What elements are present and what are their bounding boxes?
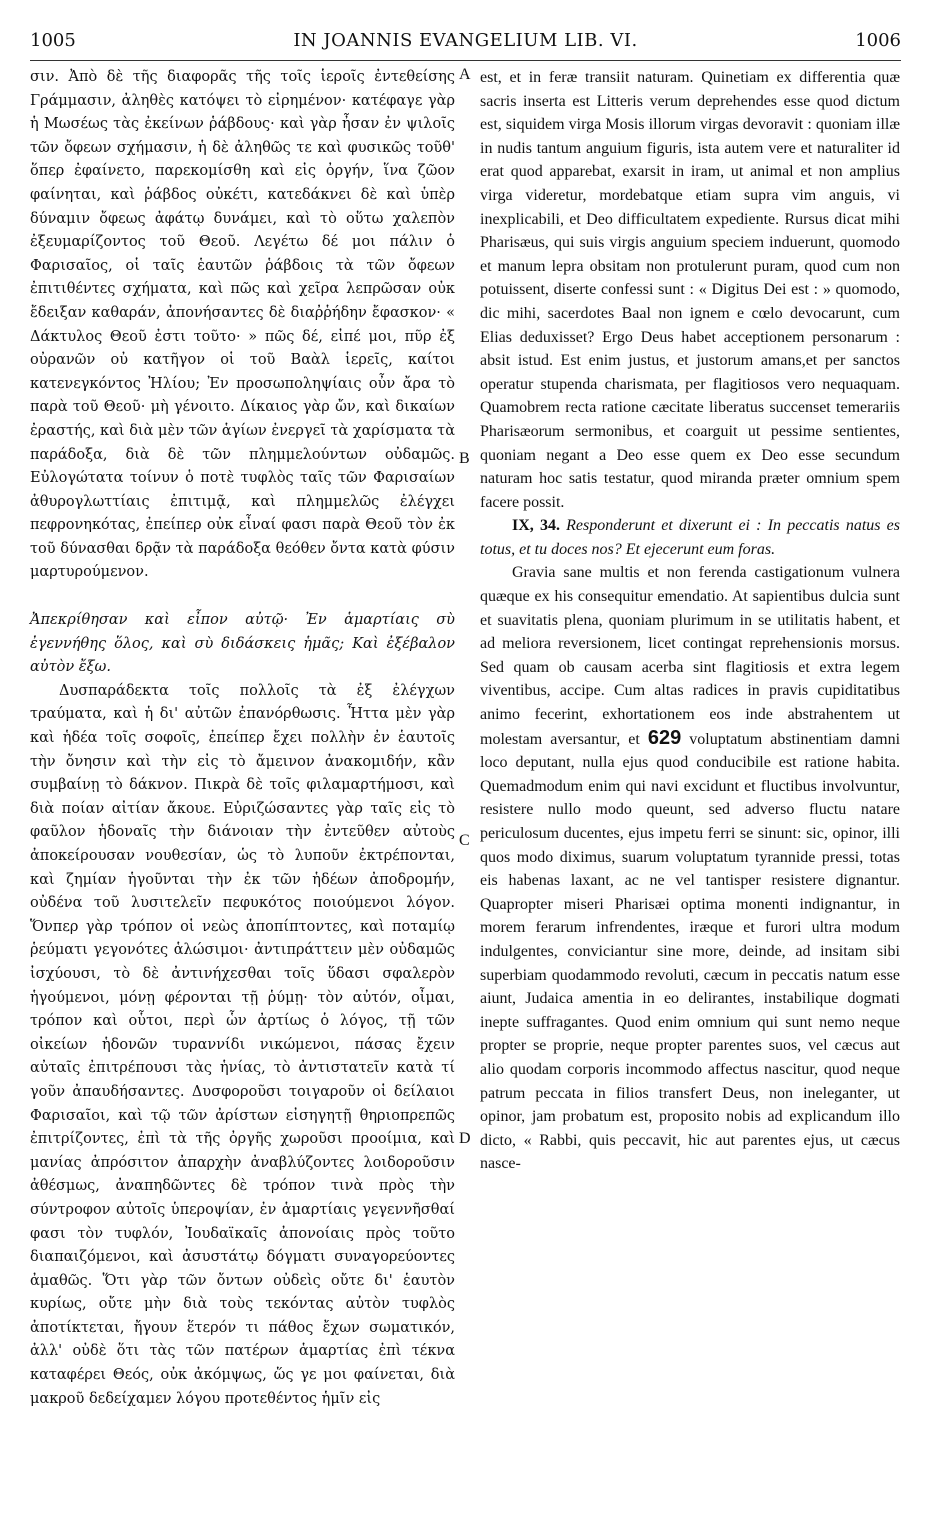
greek-lemma: Ἀπεκρίθησαν καὶ εἶπον αὐτῷ· Ἐν ἁμαρτίαις σὺ ἐγεννήθης ὅλος, καὶ σὺ διδάσκεις ἡμᾶς; Καὶ ἐξέβαλον αὐτὸν ἔξω. (30, 612, 455, 676)
latin-paragraph-2 (480, 561, 900, 1175)
greek-paragraph-1: σιν. Ἀπὸ δὲ τῆς διαφορᾶς τῆς τοῖς ἱεροῖς ἐντεθείσης Γράμμασιν, ἀληθὲς κατόψει τὸ εἰρημένον· κατέφαγε γὰρ ἡ Μωσέως τὰς ἐκείνων ῥάβδους· καὶ γὰρ ἦσαν ἐν ψιλοῖς τῶν ὄφεων σχήμασιν, ἡ δὲ ἀληθῶς τε καὶ φυσικῶς τοῦθ' ὅπερ ἐφαίνετο, παρεκομίσθη καὶ εἰς ὀργήν, ἵνα ζῶον φαίνηται, καὶ ῥάβδος οὐκέτι, κατεδάκνει δὲ καὶ ὑπὲρ δύναμιν ὄφεως ἀφάτῳ δυνάμει, καὶ τὸ οὕτω χαλεπὸν ἐξευμαρίζοντος τοῦ Θεοῦ. Λεγέτω δέ μοι πάλιν ὁ Φαρισαῖος, οἱ ταῖς ἑαυτῶν ῥάβδοις τὰ τῶν ὄφεων ἐπιτιθέντες σχήματα, καὶ πῶς καὶ χεῖρα λεπρῶσαν οὐκ ἔδειξαν καθαράν, ἀπονήσαντες δὲ διαῤῥήδην ἔφασκον· « Δάκτυλος Θεοῦ ἐστι τοῦτο· » πῶς δέ, εἰπέ μοι, πῦρ ἐξ οὐρανῶν οὐ κατῆγον οἱ τοῦ Βαὰλ ἱερεῖς, καίτοι κατενεγκόντος Ἠλίου; Ἐν προσωποληψίαις οὖν ἄρα τὸ παρὰ τοῦ Θεοῦ· μὴ γένοιτο. Δίκαιος γὰρ ὤν, καὶ δικαίων ἐραστής, καὶ διὰ μὲν τῶν ἁγίων ἐνεργεῖ τὰ χαρίσματα τὰ παράδοξα, διὰ δὲ τῶν πλημμελούντων οὐδαμῶς. Εὐλογώτατα τοίνυν ὁ ποτὲ τυφλὸς ταῖς τῶν Φαρισαίων ἀθυρογλωττίαις ἐπιτιμᾷ, καὶ πλημμελῶς ἐλέγχει πεφρονηκότας, ἐπείπερ οὐκ εἶναί φασι παρὰ Θεοῦ τὸν ἐκ τοῦ δύνασθαι δρᾷν τὰ παράδοξα θεόθεν ὄντα κατὰ φύσιν μαρτυρούμενον. (30, 69, 455, 581)
margin-marker-d: D (459, 1130, 471, 1147)
latin-lemma: Responderunt et dixerunt ei : In peccatis natus es totus, et tu doces nos? Et ejecerunt eum foras. (480, 517, 900, 558)
latin-paragraph-2-part-2: voluptatum abstinentiam damni loco deputant, nulla ejus quod conducibile est ratione habita. Quemadmodum enim qui navi excidunt et fluctibus involvuntur, resistere nullo modo queunt, sed adverso fluctu natare periculosum ducentes, ejus impetu ferri se sinunt: sic, opinor, illi quos modo diximus, suarum voluptatum tyrannide pressi, totas eis habenas laxant, ac ne vel tantisper resistere dignantur. Quapropter miseri Pharisæi optima monenti indignantur, in morem ferarum infrendentes, iræque et furori ultra modum indulgentes, conviciantur sine more, deinde, ad insitam sibi superbiam quodammodo revoluti, cæcum in peccatis natum esse aiunt, Judaica amentia in eo delirantes, instabilique dogmati inepte suffragantes. Quod enim omnium qui sunt nemo neque propter se proprie, neque propter parentes suos, vel cæcus aut alio quodam corporis incommodo affectus nascitur, quod neque patrum peccata in filios transfert Deus, non ineleganter, ut opinor, jam probatum est, proposito nobis ad explicandum illo dicto, « Rabbi, quis peccavit, hic aut parentes ejus, ut cæcus nasce- (480, 730, 901, 1173)
lemma-reference: IX, 34. (512, 517, 560, 535)
running-header (30, 30, 901, 54)
page-number-right: 1006 (855, 30, 901, 51)
latin-paragraph-1: est, et in feræ transiit naturam. Quinetiam ex differentia quæ sacris inserta est Litteris verum deprehendes esse quod dictum est, siquidem virga Mosis illorum virgas devoravit : quoniam illæ in nudis tantum anguium figuris, ista autem vere et naturaliter id erat quod apparebat, exarsit in iram, ut animal et non amplius virga videretur, mordebatque etiam supra vim anguis, vi inexplicabili, et Deo difficultatem expediente. Rursus dicat mihi Pharisæus, qui suis virgis anguium speciem induerunt, quomodo et manum lepra obsitam non protulerunt puram, quod cum non potuissent, diserte confessi sunt : « Digitus Dei est : » quomodo, dic mihi, sacerdotes Baal non ignem e cœlo devocarunt, cum Elias deduxisset? Ergo Deus habet acceptionem personarum : absit istud. Est enim justus, et justorum amans,et per sanctos operatur stupenda charismata, per flagitiosos vero nequaquam. Quamobrem recta ratione cæcitate liberatus succenset temerariis Pharisæorum sermonibus, et coarguit ut pessime sentientes, quoniam negant a Deo esse quem ex Deo esse secundum naturam hoc satis testatur, quod miranda præter omnium spem facere possit. (480, 69, 900, 511)
latin-column (480, 66, 900, 1176)
running-title: IN JOANNIS EVANGELIUM LIB. VI. (293, 30, 638, 51)
latin-paragraph-2-part-1: Gravia sane multis et non ferenda castigationum vulnera quæque ex his consequitur emendatio. At sapientibus dulcia sunt et suavitatis plena, quoniam plurimum in se utilitatis habent, et ad meliora reversionem, licet contingat reprehensionis morsus. Sed quam ob causam acerba sint flagitiosis et extra legem viventibus, accipe. Cum altas radices in pravis cupiditatibus animo fecerint, exhortationem eos inde abstrahentem ut molestam aversantur, et (480, 564, 900, 748)
greek-column (30, 66, 455, 1411)
margin-marker-c: C (459, 832, 470, 849)
column-number: 629 (647, 726, 682, 749)
margin-marker-a: A (459, 66, 471, 83)
greek-paragraph-2: Δυσπαράδεκτα τοῖς πολλοῖς τὰ ἐξ ἐλέγχων τραύματα, καὶ ἡ δι' αὐτῶν ἐπανόρθωσις. Ἧττα μὲν γὰρ καὶ ἡδέα τοῖς σοφοῖς, ἐπείπερ ἔχει πολλὴν ἐν ἑαυτοῖς τὴν ὄνησιν καὶ τὴν εἰς τὸ ἄμεινον ἀνακομιδήν, κἂν συμβαίνῃ τὸ δάκνον. Πικρὰ δὲ τοῖς φιλαμαρτήμοσι, καὶ διὰ ποίαν αἰτίαν ἄκουε. Εὐριζώσαντες γὰρ ταῖς εἰς τὸ φαῦλον ἡδοναῖς τὴν διάνοιαν τὴν ἐντεῦθεν αὐτοὺς ἀποκείρουσαν νουθεσίαν, ὡς τὸ λυποῦν ἐκτρέπονται, καὶ ζημίαν ἡγοῦνται τὴν ἐκ τῶν ἡδέων ἀποδρομήν, οὐδένα τοῦ λυσιτελεῖν πεφυκότος ποιούμενοι λόγον. Ὅνπερ γὰρ τρόπον οἱ νεὼς ἀποπίπτοντες, καὶ ποταμίῳ ῥεύματι γεγονότες ἁλώσιμοι· ἀντιπράττειν μὲν οὐδαμῶς ἰσχύουσι, τὸ δὲ ἀντινήχεσθαι τοῖς ὕδασι σφαλερὸν ἡγούμενοι, μόνῃ φέρονται τῇ ῥύμῃ· τὸν αὐτόν, οἶμαι, τρόπον καὶ οὗτοι, περὶ ὧν ἀρτίως ὁ λόγος, τῇ τῶν οἰκείων ἡδονῶν τυραννίδι νικώμενοι, πάσας ἔχειν αὐταῖς ἐπιτρέπουσι τὰς ἡνίας, τὸ ἀντιστατεῖν κατὰ τί γοῦν ἀπαυδήσαντες. Δυσφοροῦσι τοιγαροῦν οἱ δείλαιοι Φαρισαῖοι, καὶ τῷ τῶν ἀρίστων εἰσηγητῇ θηριοπρεπῶς ἐπιτρίζοντες, ἐπὶ τὰ τῆς ὀργῆς χωροῦσι προοίμια, καὶ μανίας ἀπρόσιτον ἀπαρχὴν ἀναβλύζοντες λοιδοροῦσιν ἀθέσμως, ἀναπηδῶντες δὲ τρόπον τινὰ πρὸς τὴν σύντροφον αὐτοῖς ὑπεροψίαν, ἐν ἁμαρτίαις γεγεννῆσθαί φασι τὸν τυφλόν, Ἰουδαϊκαῖς ἀπονοίαις πρὸς τοῦτο διαπαιζόμενοι, καὶ ἀσυστάτῳ δόγματι συναγορεύοντες ἀμαθῶς. Ὅτι γὰρ τῶν ὄντων οὐδεὶς οὔτε δι' ἑαυτὸν κυρίως, οὔτε μὴν διὰ τοὺς τεκόντας αὐτὸν τυφλὸς ἀποτίκτεται, ἤγουν ἕτερόν τι πάθος ἔχων σωματικόν, ἀλλ' οὐδὲ ὅτι τὰς τῶν πατέρων ἁμαρτίας ἐπὶ τέκνα καταφέρει Θεός, οὐκ ἀκόμψως, ὥς γε μοι φαίνεται, διὰ μακροῦ δεδείχαμεν λόγου προτεθέντος ἡμῖν εἰς (30, 682, 455, 1407)
header-rule (30, 60, 901, 61)
latin-lemma-block (480, 514, 900, 561)
margin-marker-b: B (459, 450, 470, 467)
page-number-left: 1005 (30, 30, 76, 51)
